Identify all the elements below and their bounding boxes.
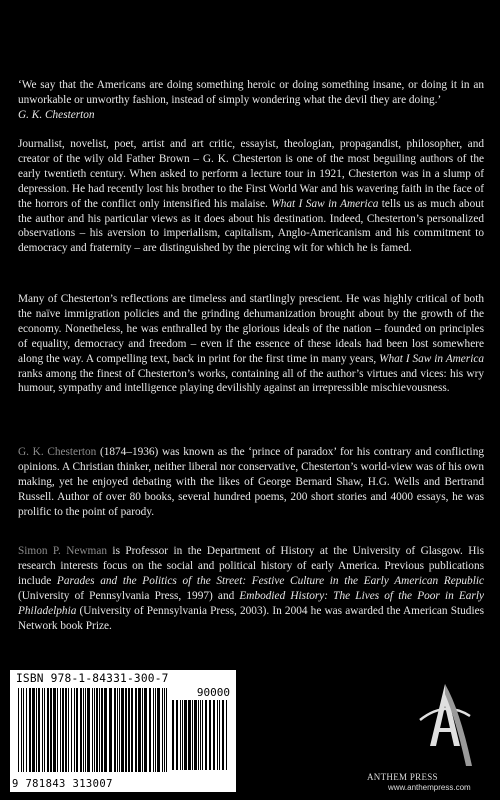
barcode-bar (182, 700, 183, 770)
barcode-bar (57, 688, 58, 772)
barcode-bar (125, 688, 127, 772)
barcode-bar (68, 688, 69, 772)
barcode-bar (94, 688, 95, 772)
newman-bio (18, 544, 484, 633)
author-description (18, 137, 484, 256)
barcode-bar (101, 688, 103, 772)
barcode-bar (209, 700, 211, 770)
newman-text-2: (University of Pennsylvania Press, 1997) and (18, 589, 240, 602)
barcode-digits: 9 781843 313007 (12, 778, 113, 790)
barcode-bar (164, 688, 165, 772)
barcode-bar (21, 688, 22, 772)
price-code: 90000 (196, 686, 230, 699)
barcode-bar (62, 688, 64, 772)
barcode-bar (135, 688, 137, 772)
barcode-bar (194, 700, 197, 770)
barcode-bar (157, 688, 160, 772)
chesterton-name: G. K. Chesterton (18, 446, 97, 458)
publisher-website: www.anthempress.com (388, 783, 471, 792)
barcode-bar (142, 688, 143, 772)
chesterton-bio (18, 445, 484, 520)
anthem-press-logo (400, 680, 490, 770)
barcode-bar (144, 688, 147, 772)
barcode-bar (76, 688, 78, 772)
barcode-bar (92, 688, 93, 772)
barcode-bar (128, 688, 130, 772)
barcode-bar (188, 700, 191, 770)
barcode-bar (219, 700, 220, 770)
barcode-main (18, 688, 170, 776)
barcode-bar (65, 688, 67, 772)
isbn-barcode-panel (10, 670, 236, 792)
barcode-bar (80, 688, 82, 772)
barcode-bar (184, 700, 187, 770)
barcode-bar (114, 688, 116, 772)
reflections-text-1: Many of Chesterton’s reflections are timeless and startlingly prescient. He was highly critical of both the naïve immigration policies and the grinding dehumanization brought about by the growth of the economy. Nonetheless, he was enthralled by the glorious ideals of the nation – founded on principles of equality, democracy and freedom – even if the essence of these ideals had been lost somewhere along the way. A compelling text, back in print for the first time in many years, (18, 293, 484, 365)
reflections-text-2: ranks among the finest of Chesterton’s works, containing all of the author’s virtues and vices: his wry humour, sympathy and intelligence playing devilishly against an irrepressible mischievousness. (18, 367, 484, 395)
barcode-bar (47, 688, 49, 772)
publication-title-2: Embodied History: The Lives of the Poor in Early Philadelphia (18, 589, 484, 617)
barcode-bar (53, 688, 56, 772)
barcode-bar (138, 688, 141, 772)
bio-text-1: Journalist, novelist, poet, artist and art critic, essayist, theologian, propagandist, philosopher, and creator of the wily old Father Brown – G. K. Chesterton is one of the most beguiling authors of the early twentieth century. When asked to perform a lecture tour in 1921, Chesterton was in a slump of depression. He had recently lost his brother to the First World War and his wavering faith in the face of the horrors of the conflict only intensified his malaise. (18, 138, 484, 210)
barcode-bar (222, 700, 224, 770)
barcode-bar (166, 688, 167, 772)
chesterton-bio-text: (1874–1936) was known as the ‘prince of paradox’ for his contrary and conflicting opinions. A Christian thinker, neither liberal nor conservative, Chesterton’s world-view was of his own making, yet he enjoyed debating with the likes of George Bernard Shaw, H.G. Wells and Bertrand Russell. Author of over 80 books, several hundred poems, 200 short stories and 4000 essays, he was prolific to the point of parody. (18, 446, 484, 518)
barcode-bar (36, 688, 37, 772)
barcode-bar (74, 688, 75, 772)
barcode-bar (176, 700, 178, 770)
barcode-bar (117, 688, 118, 772)
barcode-bar (180, 700, 181, 770)
barcode-bar (109, 688, 112, 772)
barcode-bar (96, 688, 98, 772)
bio-text-2: tells us as much about the author and his particular views as it does about his destination. Indeed, Chesterton’s personalized observations – his aversion to imperialism, capitalism, Anglo-Americanism and his commitment to democracy and fraternity – are distinguished by the piercing wit for which he is famed. (18, 197, 485, 255)
barcode-bar (32, 688, 35, 772)
barcode-bar (18, 688, 19, 772)
barcode-bar (29, 688, 31, 772)
barcode-bar (87, 688, 90, 772)
barcode-bar (200, 700, 201, 770)
barcode-bar (131, 688, 133, 772)
isbn-label: ISBN 978-1-84331-300-7 (16, 672, 169, 685)
publisher-name: ANTHEM PRESS (367, 772, 438, 782)
barcode-bar (83, 688, 84, 772)
newman-text-1: is Professor in the Department of History at the University of Glasgow. His research interests focus on the social and political history of early America. Previous publications include (18, 545, 484, 587)
barcode-bar (213, 700, 215, 770)
barcode-bar (23, 688, 24, 772)
barcode-bar (192, 700, 193, 770)
cover-quote (18, 78, 484, 123)
barcode-bar (104, 688, 107, 772)
barcode-bar (226, 700, 227, 770)
quote-text: ‘We say that the Americans are doing something heroic or doing something insane, or doing it in an unworkable or unworthy fashion, instead of simply wondering what the devil they are doing.’ (18, 79, 484, 106)
barcode-bar (26, 688, 27, 772)
barcode-bar (121, 688, 124, 772)
barcode-bar (205, 700, 207, 770)
barcode-bar (149, 688, 151, 772)
newman-name: Simon P. Newman (18, 545, 107, 557)
newman-text-3: (University of Pennsylvania Press, 2003). In 2004 he was awarded the American Studies Network book Prize. (18, 604, 484, 632)
barcode-bar (38, 688, 40, 772)
barcode-bar (44, 688, 45, 772)
barcode-bar (71, 688, 72, 772)
barcode-bar (155, 688, 156, 772)
barcode-bar (50, 688, 52, 772)
barcode-bar (119, 688, 120, 772)
barcode-bar (60, 688, 61, 772)
barcode-bar (217, 700, 218, 770)
barcode-bar (162, 688, 163, 772)
quote-attribution: G. K. Chesterton (18, 108, 95, 121)
barcode-bar (153, 688, 154, 772)
barcode-bar (42, 688, 43, 772)
publication-title-1: Parades and the Politics of the Street: Festive Culture in the Early American Republic (56, 574, 484, 587)
barcode-bar (202, 700, 203, 770)
barcode-addon (172, 700, 230, 776)
barcode-bar (172, 700, 174, 770)
book-title: What I Saw in America (379, 352, 484, 365)
barcode-bar (85, 688, 86, 772)
book-title: What I Saw in America (271, 197, 379, 210)
barcode-bar (198, 700, 199, 770)
barcode-bar (99, 688, 100, 772)
reflections-paragraph (18, 292, 484, 396)
